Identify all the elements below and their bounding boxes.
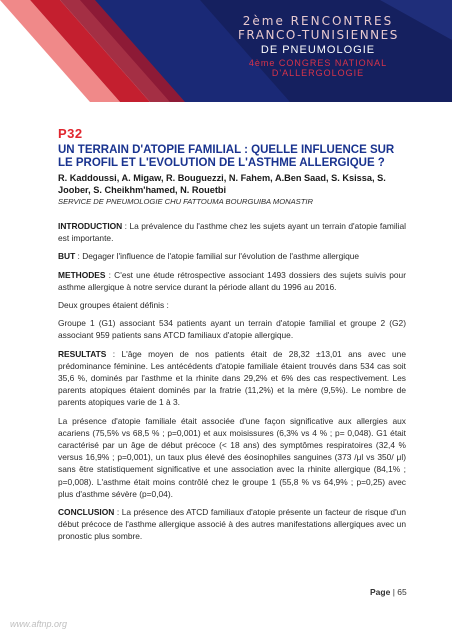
groupes-paragraph: Deux groupes étaient définis : (58, 300, 169, 311)
but-text: : Degager l'influence de l'atopie familial sur l'évolution de l'asthme allergique (75, 251, 360, 262)
header-banner (0, 0, 452, 102)
event-line-2: FRANCO-TUNISIENNES (238, 28, 399, 42)
resultats-paragraph-2: La présence d'atopie familiale était associée d'une façon significative aux allergies aux acariens (75,5% vs 68,5 % ; p=0,001) et aux moisissures (6,3% vs 4 % ; p= 0,048). G1 était caractérisé par un âge de début précoce (< 18 ans) des symptômes respiratoires (32,4 % versus 16,9% ; p=0,001), un taux plus élevé des éosinophiles sanguines (373 /μl vs 350/ μl) sans être statistiquement significative et une association avec la rhinite allergique (84,1% ; p=0,008). L'asthme était moins contrôlé chez le groupe 1 (55,8 % vs 64,9% ; p=0,25) avec plus d'asthme sévère (p=0,04). (58, 415, 406, 499)
resultats-paragraph (58, 348, 406, 409)
page-number (370, 587, 407, 597)
affiliation: SERVICE DE PNEUMOLOGIE CHU FATTOUMA BOURGUIBA MONASTIR (58, 197, 313, 206)
resultats-label: RESULTATS (58, 348, 107, 359)
conclusion-paragraph (58, 506, 406, 543)
conclusion-text: : La présence des ATCD familiaux d'atopie présente un facteur de risque d'un début précoce de l'asthme allergique associé à des autres manifestations allergiques avec un pronostic plus sombre. (58, 507, 406, 542)
conclusion-label: CONCLUSION (58, 507, 115, 518)
event-line-5: D'ALLERGOLOGIE (271, 68, 365, 78)
methodes-text: : C'est une étude rétrospective associant 1493 dossiers des sujets suivis pour asthme allergique à notre service durant la période allant du 1996 au 2016. (58, 269, 406, 292)
introduction-paragraph (58, 220, 406, 244)
page-separator: | (392, 587, 395, 597)
introduction-label: INTRODUCTION (58, 221, 123, 231)
authors: R. Kaddoussi, A. Migaw, R. Bouguezzi, N. Fahem, A.Ben Saad, S. Ksissa, S. Joober, S. Cheikhm'hamed, N. Rouetbi (58, 173, 386, 195)
abstract-body (58, 220, 406, 549)
groupes-detail-paragraph: Groupe 1 (G1) associant 534 patients ayant un terrain d'atopie familial et groupe 2 (G2) associant 959 patients sans ATCD familiaux d'atopie allergique. (58, 318, 406, 341)
event-title (238, 14, 398, 78)
event-line-3: DE PNEUMOLOGIE (260, 44, 376, 56)
methodes-label: METHODES (58, 269, 106, 280)
methodes-paragraph (58, 269, 406, 293)
page-value: 65 (397, 587, 407, 597)
but-paragraph (58, 250, 406, 262)
introduction-text: : La prévalence du l'asthme chez les sujets ayant un terrain d'atopie familial est importante. (58, 221, 406, 244)
article-title: UN TERRAIN D'ATOPIE FAMILIAL : QUELLE INFLUENCE SUR LE PROFIL ET L'EVOLUTION DE L'ASTHME ALLERGIQUE ? (58, 144, 395, 169)
website-link[interactable]: www.aftnp.org (10, 619, 68, 629)
event-line-4: 4ème CONGRES NATIONAL (248, 58, 388, 68)
poster-code: P32 (58, 126, 83, 141)
but-label: BUT (58, 251, 76, 262)
event-line-1: 2ème RENCONTRES (242, 14, 394, 28)
resultats-text: : L'âge moyen de nos patients était de 28,32 ±13,01 ans avec une prédominance féminine. Les antécédents d'atopie familiale étaient trouvés dans 534 cas soit 35,6 %, dominés par l'asthme et la rhinite dans 29,2% et 6% des cas respectivement. Les parents atopiques étaient dominés par la fratrie (11,2%) et la mère (9,5%). Le nombre de parents atopiques varie de 1 à 3. (58, 348, 406, 408)
page-label: Page (370, 587, 391, 597)
